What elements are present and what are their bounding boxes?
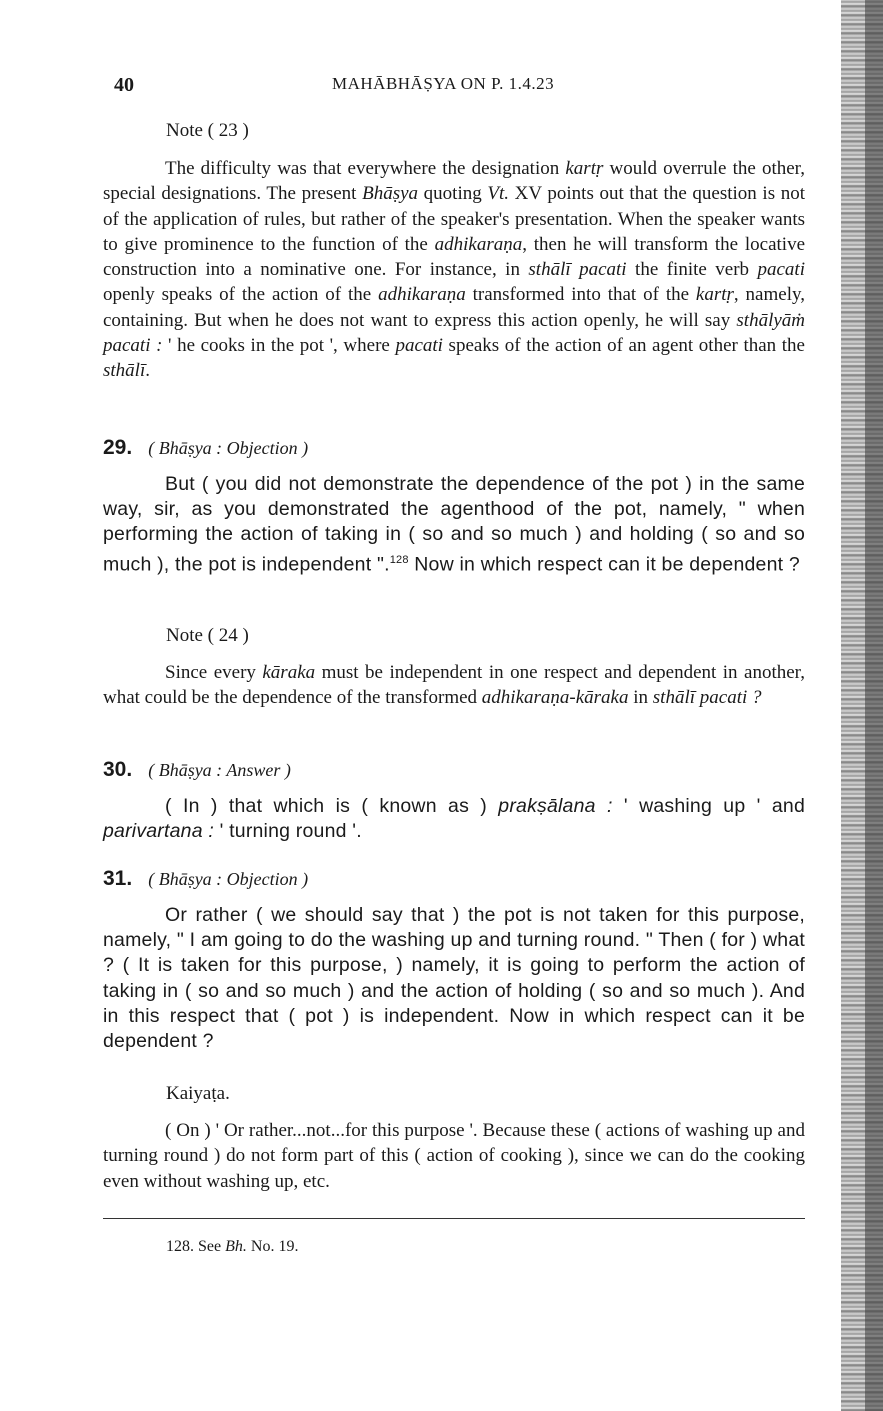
italic-term: Bh. [225, 1238, 247, 1255]
text-run: XV points out that the question is not of the application of rules, but rather of the speaker's presentation. When the speaker wants to give prominence to the function of the [103, 183, 805, 255]
running-title: MAHĀBHĀṢYA ON P. 1.4.23 [332, 74, 555, 93]
note-23-label: Note ( 23 ) [166, 120, 249, 141]
italic-term: pacati [395, 335, 443, 357]
text-run: speaks of the action of an agent other than the [442, 335, 805, 357]
italic-term: adhikaraṇa-kāraka [481, 687, 629, 709]
page-edge-dark [865, 0, 883, 1411]
section-29-paragraph [103, 472, 805, 577]
kaiyata-paragraph [103, 1118, 805, 1194]
italic-term: parivartana : [103, 820, 214, 843]
text-run: would overrule the other, special designations. The present [103, 158, 805, 205]
italic-term: kāraka [262, 662, 316, 683]
note-24-body [103, 660, 805, 711]
footnote-divider [103, 1218, 805, 1219]
note-24-label: Note ( 24 ) [166, 625, 249, 646]
text-run: ( On ) ' Or rather...not...for this purpose '. Because these ( actions of washing up and turning round ) do not form part of this ( action of cooking ), since we can do the cooking even without washing up, etc. [103, 1120, 805, 1192]
text-run: , then he will transform the locative construction into a nominative one. For instance, in [103, 233, 805, 281]
text-run: ( In ) that which is ( known as ) [165, 795, 499, 817]
note-24-paragraph [103, 660, 805, 711]
text-run: But ( you did not demonstrate the dependence of the pot ) in the same way, sir, as you demonstrated the agenthood of the pot, namely, " when performing the action of taking in ( so and so much ) and holding ( so and so much ), the pot is independent ". [103, 473, 805, 576]
text-run: transformed into that of the [465, 284, 696, 306]
text-run: 128. See [166, 1238, 226, 1255]
text-run: openly speaks of the action of the [103, 284, 379, 306]
text-run: quoting [418, 183, 488, 205]
section-30-body [103, 794, 805, 844]
section-31-title: ( Bhāṣya : Objection ) [148, 869, 309, 889]
italic-term: sthālī pacati [528, 259, 627, 281]
section-29-body [103, 472, 805, 577]
text-run: Or rather ( we should say that ) the pot is not taken for this purpose, namely, " I am going to do the washing up and turning round. " Then ( for ) what ? ( It is taken for this purpose, ) namely, it is going to perform the action of taking in ( so and so much ) and the action of holding ( so and so much ). And in this respect that ( pot ) is independent. Now in which respect can it be dependent ? [103, 904, 805, 1053]
text-run: in [628, 687, 653, 709]
italic-term: kartṛ [695, 284, 734, 306]
section-31-body [103, 903, 805, 1054]
section-30-number: 30. [103, 758, 133, 781]
section-30-title: ( Bhāṣya : Answer ) [148, 760, 291, 780]
italic-term: kartṛ [565, 158, 604, 179]
note-23-body [103, 156, 805, 384]
italic-term: adhikaraṇa [378, 284, 466, 306]
note-23-paragraph [103, 156, 805, 384]
section-30-heading [103, 758, 291, 782]
text-run: , namely, containing. But when he does not want to express this action openly, he will say [103, 284, 805, 331]
text-run: No. 19. [246, 1238, 299, 1255]
italic-term: Bhāṣya [362, 183, 419, 205]
kaiyata-label: Kaiyaṭa. [166, 1083, 230, 1104]
section-29-heading [103, 436, 308, 460]
italic-term: pacati [757, 259, 805, 281]
text-run: ' he cooks in the pot ', where [162, 335, 396, 357]
text-run: . [145, 360, 150, 382]
section-29-number: 29. [103, 436, 133, 459]
text-run: the finite verb [626, 259, 758, 281]
text-run: ' turning round '. [214, 820, 362, 843]
text-run: Since every [165, 662, 263, 683]
text-run: The difficulty was that everywhere the designation [165, 158, 566, 179]
italic-term: sthālī pacati ? [652, 687, 762, 709]
section-31-number: 31. [103, 867, 133, 890]
section-29-title: ( Bhāṣya : Objection ) [148, 438, 309, 458]
italic-term: prakṣālana : [498, 795, 613, 817]
section-31-paragraph [103, 903, 805, 1054]
text-run: ' washing up ' and [612, 795, 805, 817]
section-30-paragraph [103, 794, 805, 844]
text-run: must be independent in one respect and dependent in another, what could be the dependence of the transformed [103, 662, 805, 709]
page-number: 40 [114, 74, 134, 96]
kaiyata-body [103, 1118, 805, 1194]
footnote-ref: 128 [389, 553, 409, 566]
text-run: Now in which respect can it be dependent ? [408, 553, 800, 576]
italic-term: Vt. [487, 183, 510, 205]
section-31-heading [103, 867, 308, 891]
footnote-128 [166, 1238, 298, 1256]
italic-term: sthālī [103, 360, 146, 382]
italic-term: sthālyāṁ pacati : [103, 309, 805, 357]
italic-term: adhikaraṇa [434, 233, 523, 255]
